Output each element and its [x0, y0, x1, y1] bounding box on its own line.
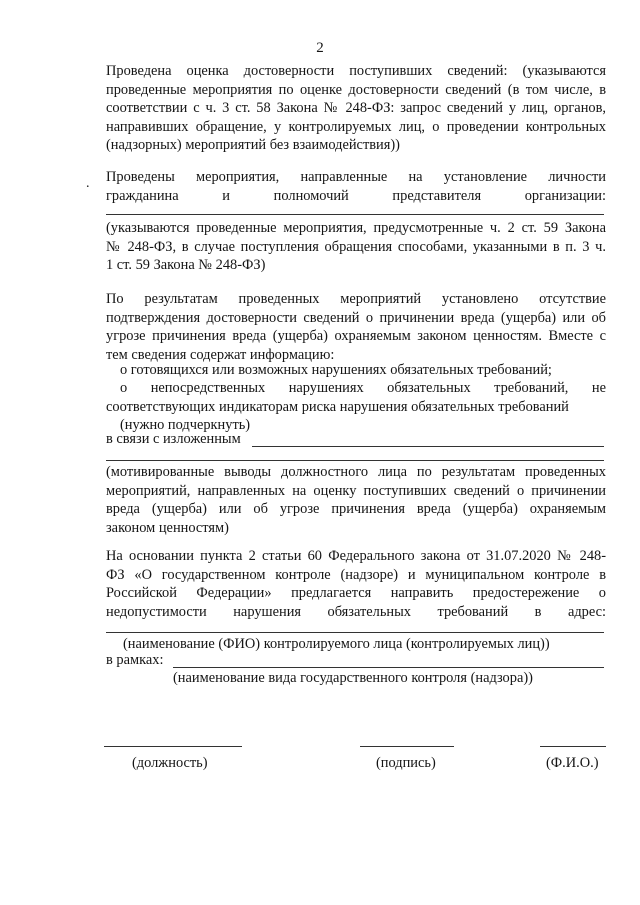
text-line: ФЗ «О государственном контроле (надзоре) и муниципальном контроле в: [106, 566, 606, 583]
position-caption: (должность): [132, 755, 208, 771]
text-line: (мотивированные выводы должностного лица по результатам проведенных: [106, 464, 606, 480]
text-line: № 248-ФЗ, в случае поступления обращения способами, указанными в п. 3 ч.: [106, 238, 606, 255]
fill-line: [252, 446, 604, 447]
results-paragraph: [106, 290, 606, 364]
position-line: [104, 746, 242, 747]
signature-line: [360, 746, 454, 747]
controlled-person-caption: (наименование (ФИО) контролируемого лица (контролируемых лиц)): [123, 636, 550, 652]
text-line: 1 ст. 59 Закона № 248-ФЗ): [106, 257, 266, 274]
text-line: Проведены мероприятия, направленные на установление личности: [106, 169, 606, 185]
margin-dot: .: [86, 176, 90, 191]
text-line: Проведена оценка достоверности поступивших сведений: (указываются: [106, 63, 606, 79]
text-line: (надзорных) мероприятий без взаимодействия)): [106, 137, 400, 154]
text-line: законом ценностям): [106, 519, 229, 536]
text-line: соответствующих индикаторам риска нарушения обязательных требований: [106, 398, 569, 415]
text-line: мероприятий, направленных на оценку поступивших сведений о причинении: [106, 482, 606, 499]
page-number: 2: [316, 40, 324, 56]
text-line: вреда (ущерба) или об угрозе причинения вреда (ущерба) охраняемым: [106, 501, 606, 518]
conclusions-caption: [106, 463, 606, 537]
within-label: в рамках:: [106, 652, 164, 668]
fill-line: [106, 214, 604, 215]
text-line: По результатам проведенных мероприятий установлено отсутствие: [106, 291, 606, 307]
text-line: На основании пункта 2 статьи 60 Федерального закона от 31.07.2020 № 248-: [106, 548, 606, 564]
identity-paragraph: [106, 168, 606, 205]
text-line: Российской Федерации» предлагается направить предостережение о: [106, 585, 606, 602]
text-line: проведенные мероприятия по оценке достоверности сведений (в том числе, в: [106, 81, 606, 98]
option-prepared-violations: [120, 361, 606, 380]
text-line: направивших обращение, у контролируемых лиц, о проведении контрольных: [106, 118, 606, 135]
text-line: подтверждения достоверности сведений о причинении вреда (ущерба) или об: [106, 309, 606, 326]
text-line: угрозе причинения вреда (ущерба) охраняемым законом ценностям. Вместе с: [106, 328, 606, 345]
fill-line: [106, 632, 604, 633]
text-line: о готовящихся или возможных нарушениях обязательных требований;: [120, 362, 552, 378]
text-line: о непосредственных нарушениях обязательных требований, не: [120, 380, 606, 396]
text-line: (указываются проведенные мероприятия, предусмотренные ч. 2 ст. 59 Закона: [106, 220, 606, 236]
text-line: тем сведения содержат информацию:: [106, 346, 335, 363]
fill-line: [106, 460, 604, 461]
in-connection-label: в связи с изложенным: [106, 431, 241, 447]
name-line: [540, 746, 606, 747]
text-line: недопустимости нарушения обязательных требований в адрес:: [106, 603, 606, 620]
control-type-caption: (наименование вида государственного контроля (надзора)): [173, 670, 533, 686]
text-line: гражданина и полномочий представителя организации:: [106, 187, 606, 204]
option-direct-violations: [106, 379, 606, 416]
measures-caption: [106, 219, 606, 275]
signature-caption: (подпись): [376, 755, 436, 771]
full-name-caption: (Ф.И.О.): [546, 755, 599, 771]
text-line: соответствии с ч. 3 ст. 58 Закона № 248-ФЗ: запрос сведений у лиц, органов,: [106, 100, 606, 117]
assessment-paragraph: [106, 62, 606, 155]
fill-line: [173, 667, 604, 668]
text-line: (нужно подчеркнуть): [120, 417, 251, 433]
legal-basis-paragraph: [106, 547, 606, 621]
